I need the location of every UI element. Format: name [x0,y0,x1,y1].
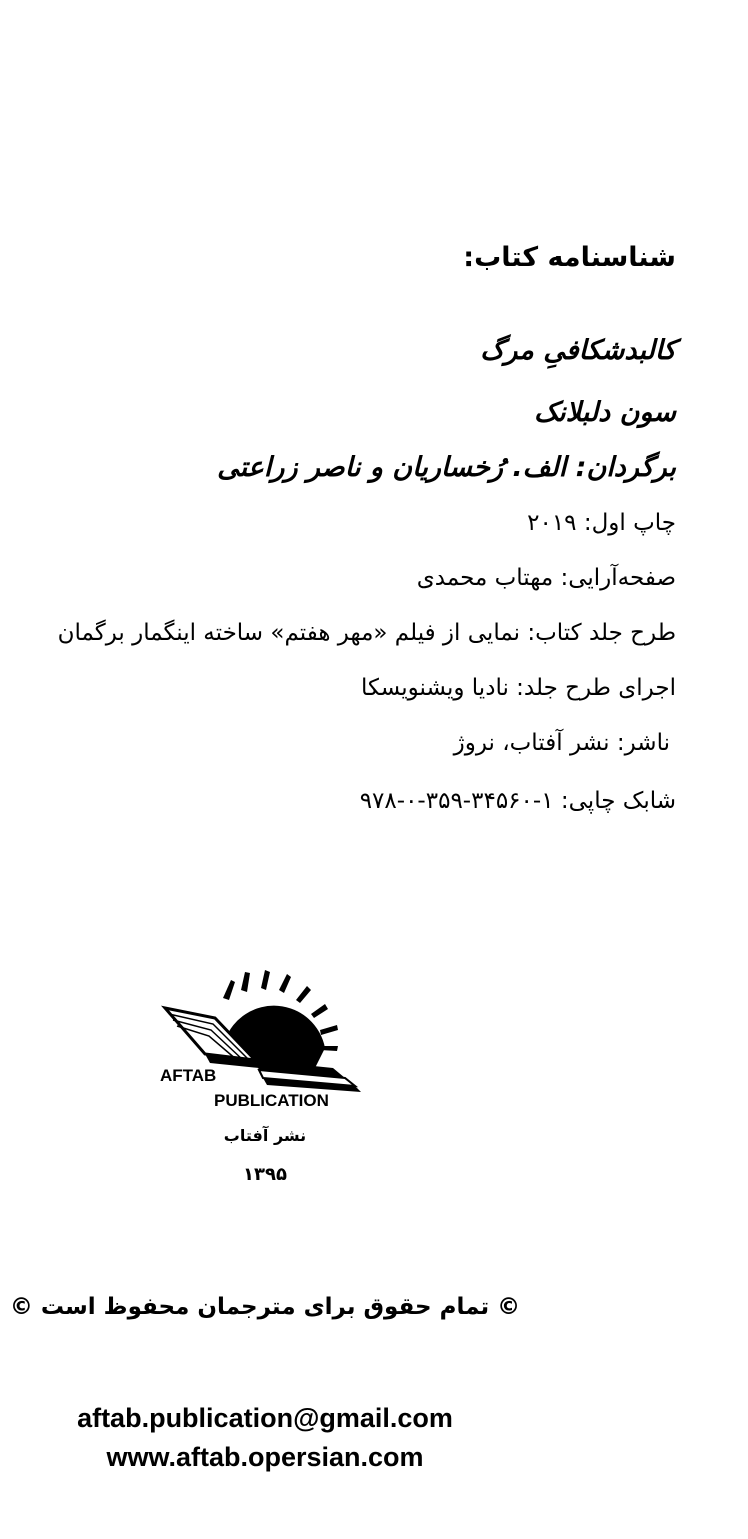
book-author: سون دلبلانک [534,397,676,428]
contact-website: www.aftab.opersian.com [106,1442,424,1472]
book-translators: برگردان: الف. رُخساریان و ناصر زراعتی [217,452,676,483]
publisher-line: ناشر: نشر آفتاب، نروژ [453,730,670,756]
cover-execution-line: اجرای طرح جلد: نادیا ویشنویسکا [361,675,676,701]
logo-year: ۱۳۹۵ [243,1164,287,1185]
book-info-heading: شناسنامه کتاب: [463,242,676,273]
layout-credit-line: صفحه‌آرایی: مهتاب محمدی [416,565,676,591]
logo-text-publication: PUBLICATION [214,1091,329,1110]
cover-design-line: طرح جلد کتاب: نمایی از فیلم «مهر هفتم» ساخته اینگمار برگمان [57,620,676,646]
first-print-line: چاپ اول: ۲۰۱۹ [527,510,676,536]
copyright-notice: © تمام حقوق برای مترجمان محفوظ است © [9,1294,521,1320]
logo-text-aftab: AFTAB [160,1066,217,1085]
isbn-line: شابک چاپی: ۱-۳۴۵۶۰-۳۵۹-۰-۹۷۸ [359,788,676,814]
book-title: کالبدشکافیِ مرگ [480,335,676,366]
contact-email: aftab.publication@gmail.com [77,1403,453,1433]
logo-persian-name: نشر آفتاب [223,1126,307,1145]
